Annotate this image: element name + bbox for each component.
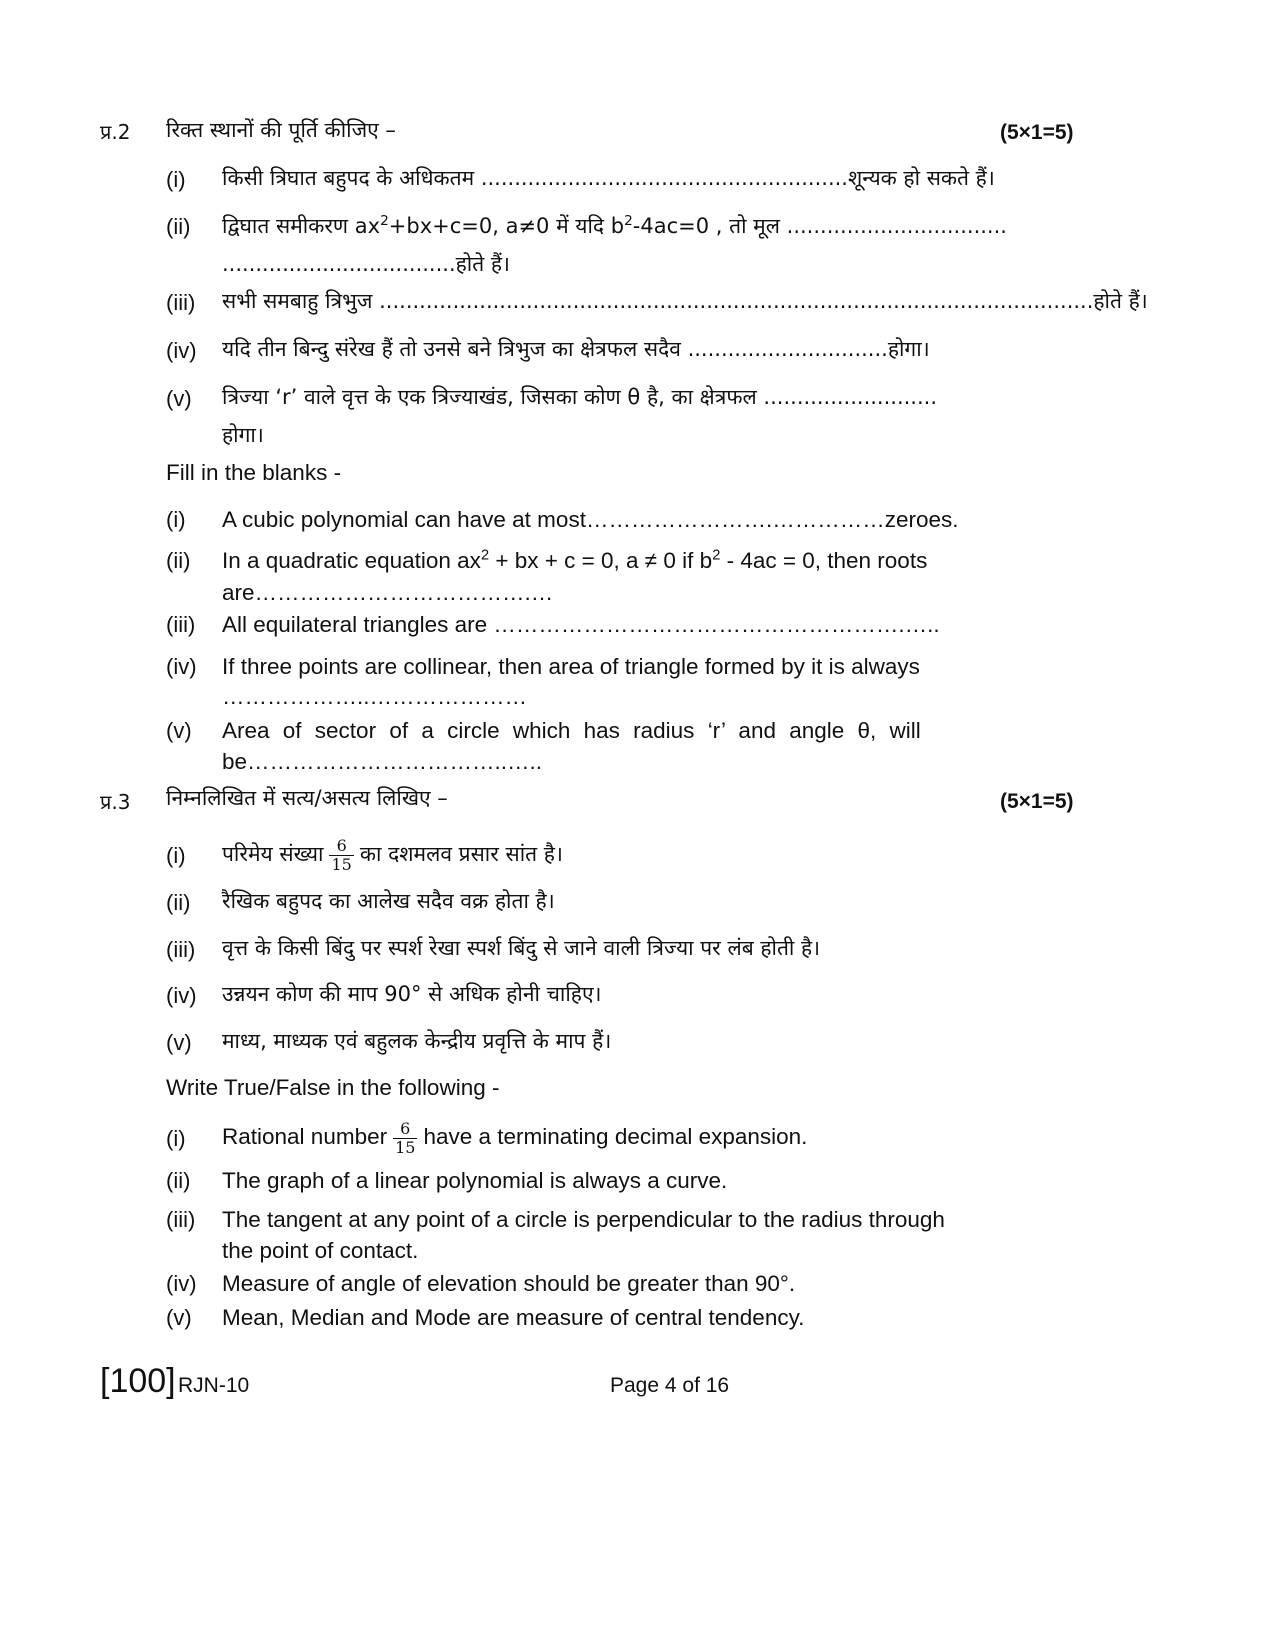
- item-number: (iv): [166, 983, 197, 1008]
- item-text: द्विघात समीकरण $ax^2+bx+c=0$, a≠0 में यदि $b^2-4ac=0$ , तो मूल .................................: [222, 213, 1007, 238]
- item-number: (iv): [166, 1271, 197, 1296]
- item-text: किसी त्रिघात बहुपद के अधिकतम .......................................................शून्यक हो सकते हैं।: [222, 166, 995, 190]
- fraction: $\frac{6}{15}$: [395, 1118, 416, 1157]
- item-number: (ii): [166, 890, 191, 915]
- item-text-continued: ...................................होते हैं।: [222, 252, 510, 276]
- item-text: The tangent at any point of a circle is perpendicular to the radius through: [222, 1207, 945, 1232]
- item-text: रैखिक बहुपद का आलेख सदैव वक्र होता है।: [222, 889, 555, 913]
- item-number: (iv): [166, 654, 197, 679]
- item-text: All equilateral triangles are ……………………………………………….…..: [222, 612, 940, 637]
- item-number: (i): [166, 1126, 186, 1151]
- item-text: त्रिज्या ‘r’ वाले वृत्त के एक त्रिज्याखंड, जिसका कोण θ है, का क्षेत्रफल ..........................: [222, 385, 937, 409]
- item-text-continued: ………………..…………………: [222, 684, 528, 709]
- item-number: (iii): [166, 612, 196, 637]
- item-number: (i): [166, 507, 186, 532]
- item-number: (v): [166, 386, 192, 411]
- item-text: Mean, Median and Mode are measure of central tendency.: [222, 1305, 805, 1330]
- item-number: (iii): [166, 1207, 196, 1232]
- question-number: प्र.3: [100, 790, 131, 814]
- item-number: (ii): [166, 1168, 191, 1193]
- section-subtitle: Fill in the blanks -: [166, 460, 342, 485]
- item-text: A cubic polynomial can have at most…………………….……………zeroes.: [222, 507, 959, 532]
- item-text: In a quadratic equation $ax^2$ + bx + c = 0, a ≠ 0 if $b^2 - 4ac = 0$, then roots: [222, 547, 928, 573]
- fraction: $\frac{6}{15}$: [331, 835, 352, 874]
- item-number: (ii): [166, 214, 191, 239]
- item-text: Measure of angle of elevation should be greater than 90°.: [222, 1271, 796, 1296]
- item-number: (iv): [166, 338, 197, 363]
- item-text: The graph of a linear polynomial is always a curve.: [222, 1168, 728, 1193]
- section-subtitle: Write True/False in the following -: [166, 1075, 500, 1100]
- item-number: (v): [166, 1030, 192, 1055]
- item-text: सभी समबाहु त्रिभुज ...........................................................................................................होते हैं।: [222, 289, 1148, 313]
- question-title: निम्नलिखित में सत्य/असत्य लिखिए –: [166, 786, 448, 810]
- item-number: (i): [166, 843, 186, 868]
- item-number: (iii): [166, 937, 196, 962]
- item-text: उन्नयन कोण की माप 90° से अधिक होनी चाहिए।: [222, 982, 602, 1006]
- item-text-continued: the point of contact.: [222, 1238, 419, 1263]
- item-text: यदि तीन बिन्दु संरेख हैं तो उनसे बने त्रिभुज का क्षेत्रफल सदैव ..............................होगा।: [222, 337, 930, 361]
- page-number: Page 4 of 16: [610, 1374, 730, 1397]
- marks-label: (5×1=5): [1000, 790, 1074, 813]
- item-text-continued: be……………………………..…..: [222, 749, 543, 774]
- item-text-continued: होगा।: [222, 423, 264, 447]
- item-number: (v): [166, 718, 192, 743]
- total-marks: [100]: [100, 1362, 176, 1400]
- item-text: If three points are collinear, then area of triangle formed by it is always: [222, 654, 920, 679]
- item-text: माध्य, माध्यक एवं बहुलक केन्द्रीय प्रवृत्ति के माप हैं।: [222, 1029, 612, 1053]
- item-text: परिमेय संख्या $\frac{6}{15}$ का दशमलव प्रसार सांत है।: [222, 835, 563, 874]
- item-number: (ii): [166, 548, 191, 573]
- question-number: प्र.2: [100, 120, 131, 144]
- marks-label: (5×1=5): [1000, 121, 1074, 144]
- item-text-continued: are……………………………….…: [222, 580, 554, 605]
- item-number: (i): [166, 167, 186, 192]
- item-number: (iii): [166, 290, 196, 315]
- paper-code: RJN-10: [178, 1374, 250, 1397]
- item-text: Area of sector of a circle which has radius ‘r’ and angle θ, will: [222, 718, 921, 743]
- item-number: (v): [166, 1305, 192, 1330]
- item-text: वृत्त के किसी बिंदु पर स्पर्श रेखा स्पर्श बिंदु से जाने वाली त्रिज्या पर लंब होती है।: [222, 936, 821, 960]
- question-title: रिक्त स्थानों की पूर्ति कीजिए –: [166, 118, 396, 142]
- item-text: Rational number $\frac{6}{15}$ have a terminating decimal expansion.: [222, 1118, 808, 1157]
